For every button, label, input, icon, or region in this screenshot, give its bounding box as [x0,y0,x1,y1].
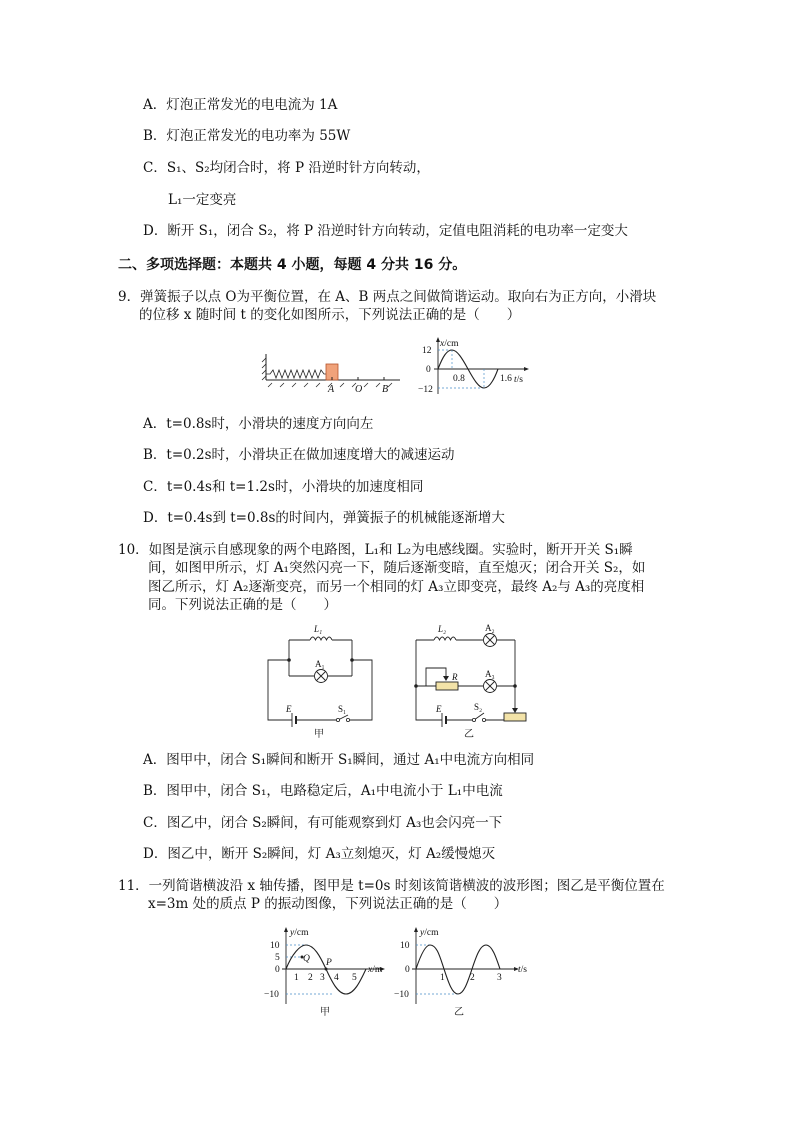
x-tick-0.8: 0.8 [453,374,465,384]
q10-circuit-jia [262,624,378,740]
y-max-tick: 12 [422,346,432,356]
caption-yi: 乙 [464,729,474,740]
jia-y-tick-neg10: −10 [264,990,279,1000]
q11-vibration-graph-yi [394,924,536,1020]
q9-stem-line1: 9．弹簧振子以点 O为平衡位置，在 A、B 两点之间做简谐运动。取向右为正方向，小滑块 [118,289,657,305]
q11-stem-line1: 11．一列简谐横波沿 x 轴传播，图甲是 t=0s 时刻该简谐横波的波形图；图乙是平衡位置在 [118,878,665,894]
label-a2: A₂ [485,623,495,633]
q9-xt-graph [418,336,538,398]
q10-option-a: A．图甲中，闭合 S₁瞬间和断开 S₁瞬间，通过 A₁中电流方向相同 [143,752,535,768]
q11-wave-graph-jia [262,924,392,1020]
jia-x-tick-5: 5 [352,973,357,983]
yi-x-tick-1: 1 [440,973,445,983]
q9-option-b: B．t=0.2s时，小滑块正在做加速度增大的减速运动 [143,447,455,463]
jia-y-tick-10: 10 [270,941,280,951]
label-l2: L₂ [438,624,447,634]
yi-y-tick-10: 10 [400,941,410,951]
q10-circuit-yi [410,624,534,740]
yi-x-axis-label: t/s [518,965,527,975]
jia-y-tick-0: 0 [275,965,280,975]
label-s2: S₂ [474,702,483,712]
caption-jia: 甲 [314,729,324,740]
jia-x-axis-label: x/m [368,965,383,975]
q10-option-b: B．图甲中，闭合 S₁，电路稳定后，A₁中电流小于 L₁中电流 [143,783,503,799]
q10-option-c: C．图乙中，闭合 S₂瞬间，有可能观察到灯 A₃也会闪亮一下 [143,815,503,831]
label-o: O [355,384,363,395]
label-a: A [328,384,335,395]
q10-stem-line1: 10．如图是演示自感现象的两个电路图，L₁和 L₂为电感线圈。实验时，断开开关 S₁瞬 [118,542,633,558]
q10-stem-line4: 同。下列说法正确的是（ ） [148,597,337,613]
label-e: E [286,704,292,714]
q9-option-c: C．t=0.4s和 t=1.2s时，小滑块的加速度相同 [143,479,424,495]
label-b: B [382,384,389,395]
jia-y-axis-label: y/cm [290,928,309,938]
label-e2: E [436,704,442,714]
q10-stem-line2: 间，如图甲所示，灯 A₁突然闪亮一下，随后逐渐变暗，直至熄灭；闭合开关 S₂，如 [148,560,646,576]
q8-option-b: B．灯泡正常发光的电功率为 55W [143,128,351,144]
y-axis-label: x/cm [440,339,459,349]
vibration-curve [416,945,500,994]
label-a3: A₃ [485,669,495,679]
yi-y-tick-0: 0 [405,965,410,975]
label-s1: S₁ [338,704,347,714]
x-tick-1.6: 1.6 [500,374,512,384]
caption-jia-11: 甲 [320,1007,330,1018]
label-q: Q [303,954,310,964]
jia-x-tick-1: 1 [294,973,299,983]
label-a1: A₁ [315,659,325,669]
section-heading: 二、多项选择题：本题共 4 小题，每题 4 分共 16 分。 [118,257,467,273]
yi-y-axis-label: y/cm [420,928,439,938]
yi-x-tick-3: 3 [497,973,502,983]
x-axis-label: t/s [514,375,523,385]
q10-option-d: D．图乙中，断开 S₂瞬间，灯 A₃立刻熄灭，灯 A₂缓慢熄灭 [143,846,496,862]
q9-option-d: D．t=0.4s到 t=0.8s的时间内，弹簧振子的机械能逐渐增大 [143,510,505,526]
inductor-l1 [310,637,332,640]
jia-x-tick-4: 4 [334,973,339,983]
label-r: R [452,672,458,682]
q11-stem-line2: x=3m 处的质点 P 的振动图像，下列说法正确的是（ ） [148,896,508,912]
q9-spring-figure [262,350,402,394]
y-zero-tick: 0 [426,365,431,375]
jia-y-tick-5: 5 [275,953,280,963]
jia-x-tick-2: 2 [308,973,313,983]
jia-x-tick-3: 3 [320,973,325,983]
q8-option-c: C．S₁、S₂均闭合时，将 P 沿逆时针方向转动， [143,160,430,176]
inductor-l2 [434,637,456,640]
label-l1: L₁ [314,624,323,634]
caption-yi-11: 乙 [454,1007,464,1018]
yi-x-tick-2: 2 [470,973,475,983]
q8-option-c-cont: L₁一定变亮 [168,192,237,208]
yi-y-tick-neg10: −10 [394,990,409,1000]
label-p: P [326,958,332,968]
q8-option-a: A．灯泡正常发光的电电流为 1A [143,97,338,113]
q9-stem-line2: 的位移 x 随时间 t 的变化如图所示，下列说法正确的是（ ） [139,307,521,323]
y-min-tick: −12 [418,385,433,395]
spring [266,370,326,378]
resistor-r [436,682,458,690]
q8-option-d: D．断开 S₁，闭合 S₂，将 P 沿逆时针方向转动，定值电阻消耗的电功率一定变大 [143,223,628,239]
q9-option-a: A．t=0.8s时，小滑块的速度方向向左 [143,416,374,432]
q10-stem-line3: 图乙所示，灯 A₂逐渐变亮，而另一个相同的灯 A₃立即变亮，最终 A₂与 A₃的亮度相 [148,579,645,595]
rheostat [504,713,526,721]
